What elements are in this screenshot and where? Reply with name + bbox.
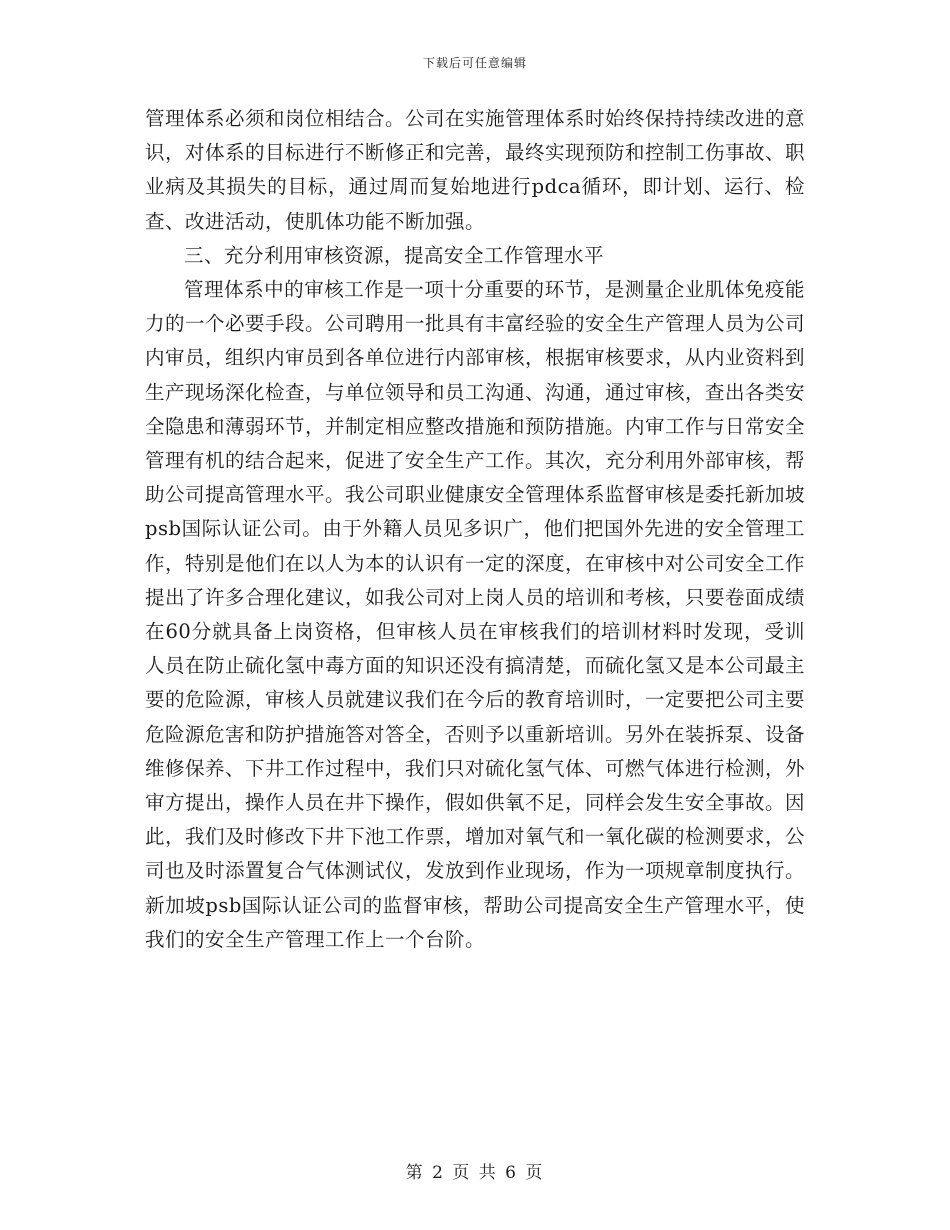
page-number: 第 2 页 共 6 页 bbox=[405, 1163, 545, 1183]
section-heading: 三、充分利用审核资源，提高安全工作管理水平 bbox=[184, 243, 605, 267]
paragraph: 管理体系中的审核工作是一项十分重要的环节，是测量企业肌体免疫能力的一个必要手段。公司聘用一批具有丰富经验的安全生产管理人员为公司内审员，组织内审员到各单位进行内部审核，根据审核要求，从内业资料到生产现场深化检查，与单位领导和员工沟通、沟通，通过审核，查出各类安全隐患和薄弱环节，并制定相应整改措施和预防措施。内审工作与日常安全管理有机的结合起来，促进了安全生产工作。其次，充分利用外部审核，帮助公司提高管理水平。我公司职业健康安全管理体系监督审核是委托新加坡psb国际认证公司。由于外籍人员见多识广，他们把国外先进的安全管理工作，特别是他们在以人为本的认识有一定的深度，在审核中对公司安全工作提出了许多合理化建议，如我公司对上岗人员的培训和考核，只要卷面成绩在60分就具备上岗资格，但审核人员在审核我们的培训材料时发现，受训人员在防止硫化氢中毒方面的知识还没有搞清楚，而硫化氢又是本公司最主要的危险源，审核人员就建议我们在今后的教育培训时，一定要把公司主要危险源危害和防护措施答对答全，否则予以重新培训。另外在装拆泵、设备维修保养、下井工作过程中，我们只对硫化氢气体、可燃气体进行检测，外审方提出，操作人员在井下操作，假如供氧不足，同样会发生安全事故。因此，我们及时修改下井下池工作票，增加对氧气和一氧化碳的检测要求，公司也及时添置复合气体测试仪，发放到作业现场，作为一项规章制度执行。新加坡psb国际认证公司的监督审核，帮助公司提高安全生产管理水平，使我们的安全生产管理工作上一个台阶。 bbox=[145, 278, 806, 951]
page-header: 下载后可任意编辑 bbox=[422, 56, 527, 70]
document-body bbox=[145, 102, 805, 957]
paragraph: 管理体系必须和岗位相结合。公司在实施管理体系时始终保持持续改进的意识，对体系的目标进行不断修正和完善，最终实现预防和控制工伤事故、职业病及其损失的目标，通过周而复始地进行pdca循环，即计划、运行、检查、改进活动，使肌体功能不断加强。 bbox=[145, 107, 806, 233]
